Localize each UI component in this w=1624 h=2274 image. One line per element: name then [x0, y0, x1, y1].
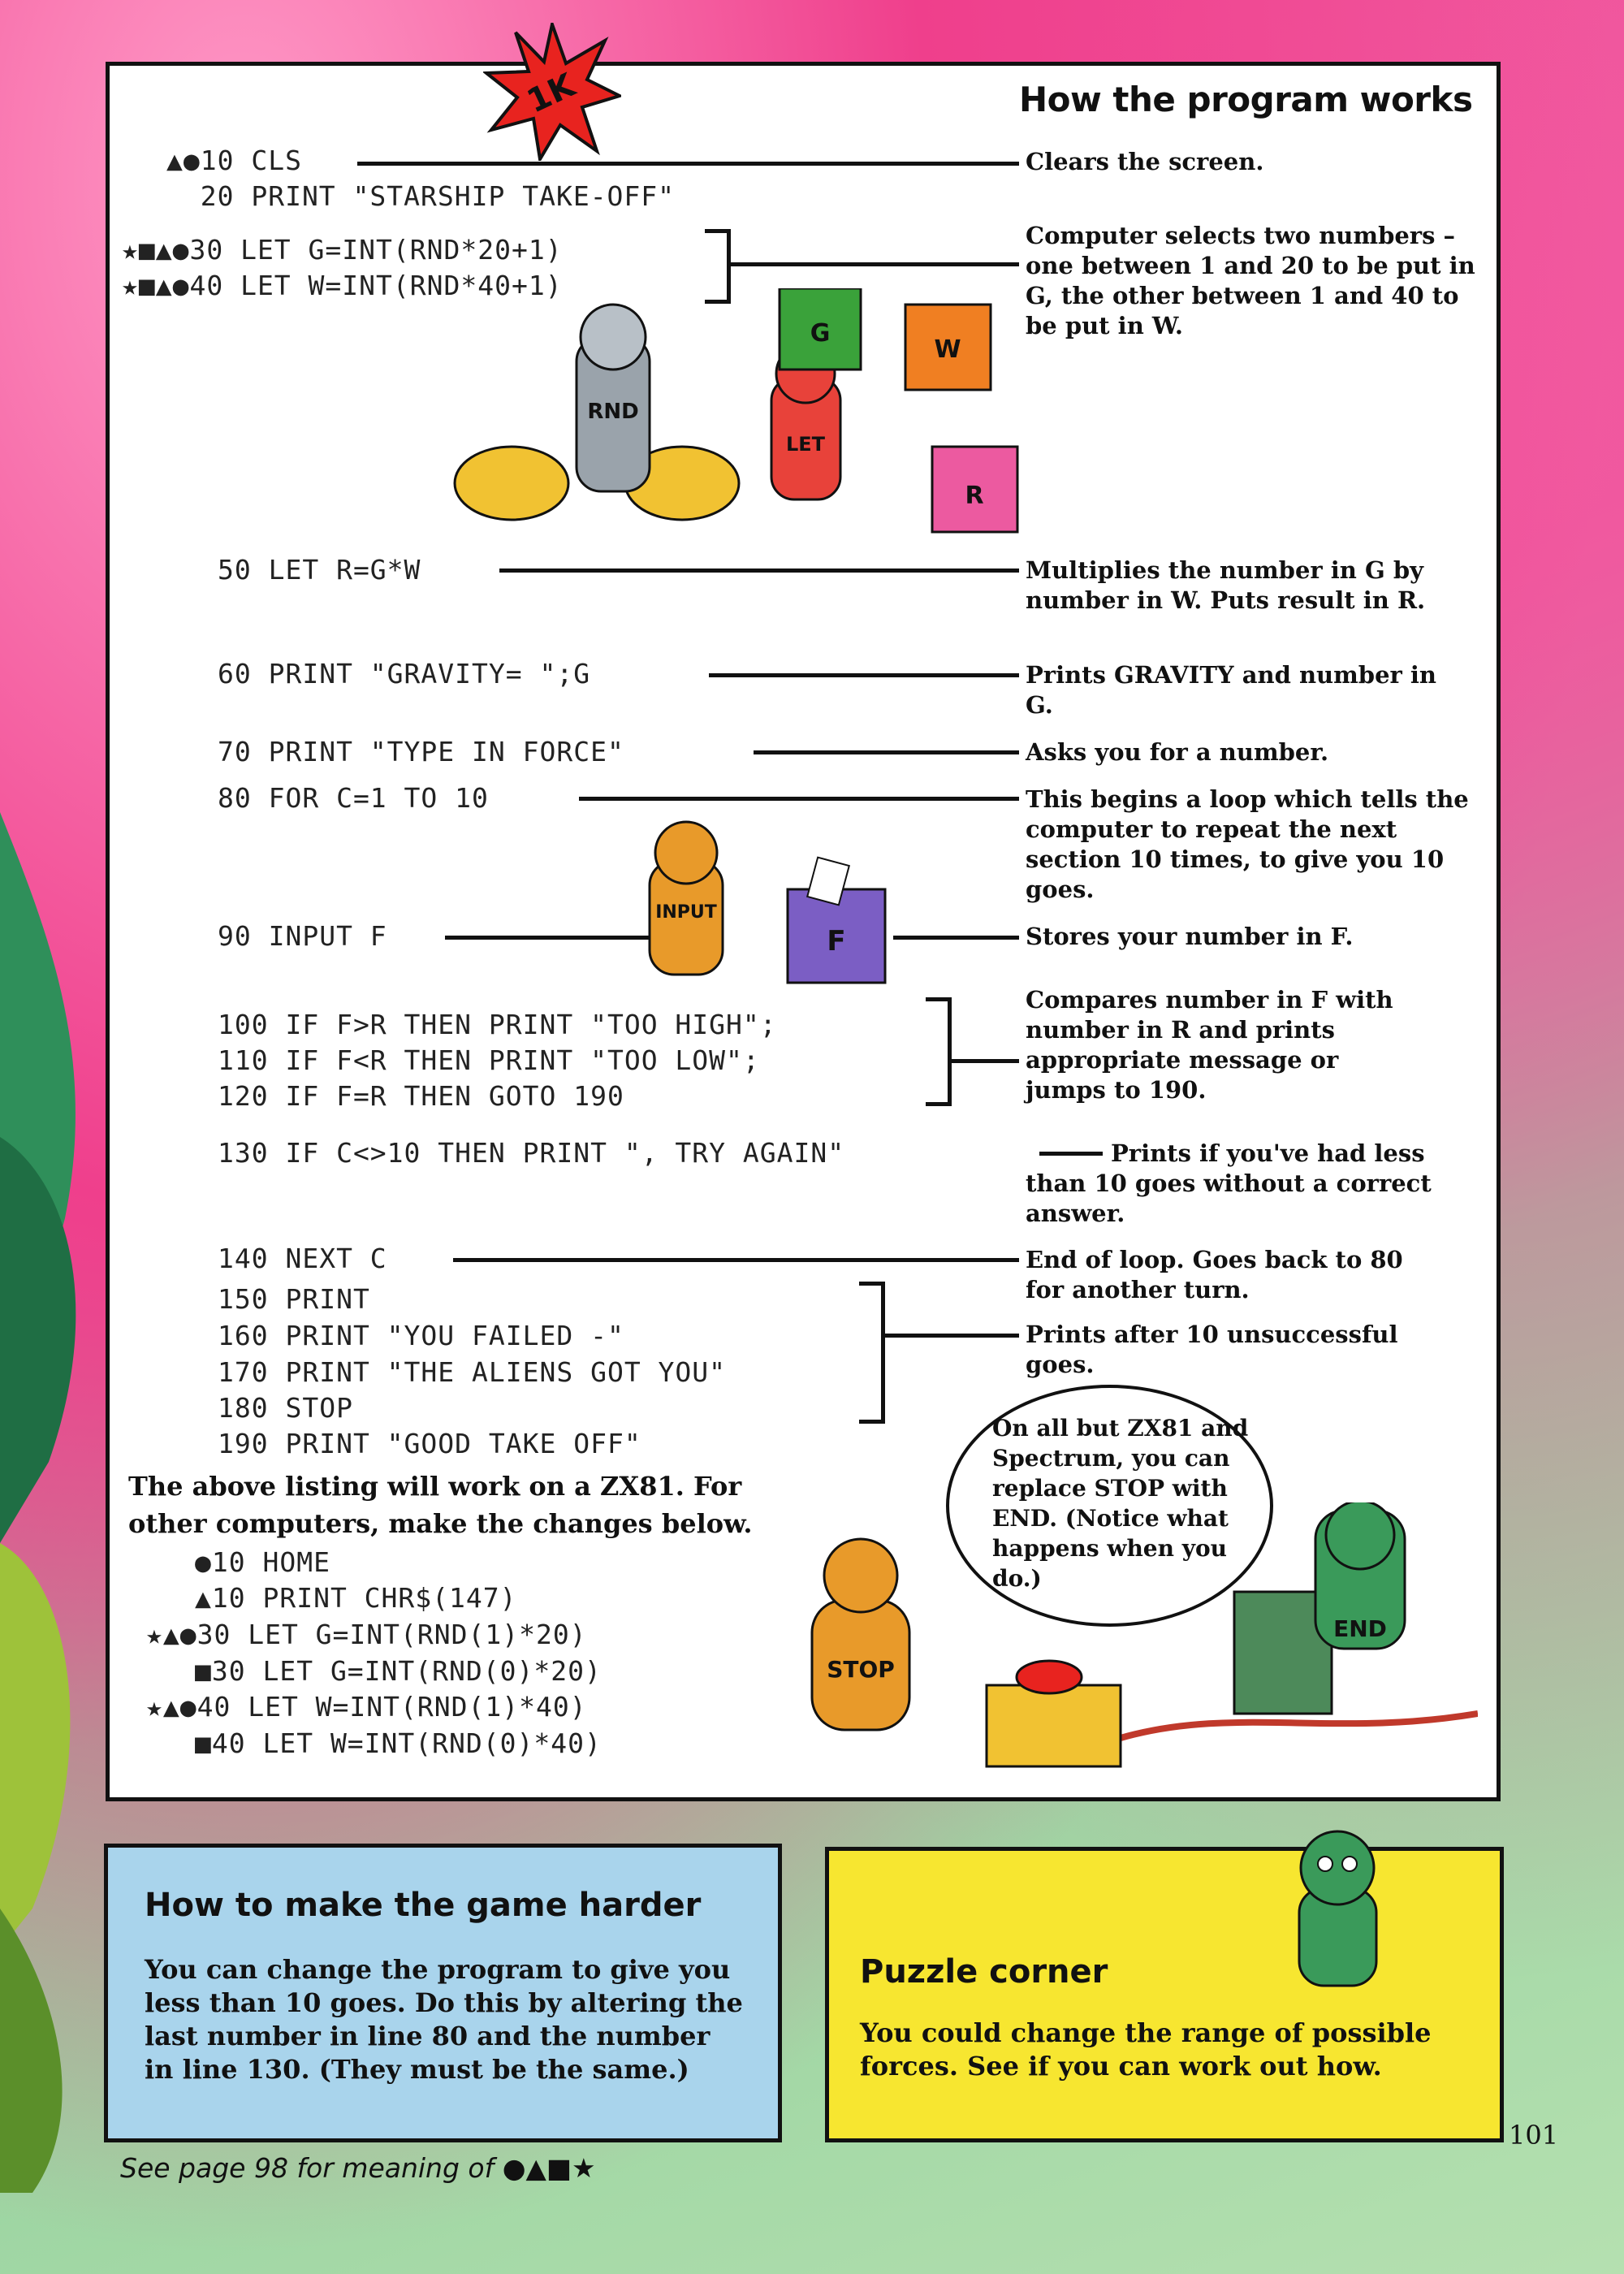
code-line-80: 80 FOR C=1 TO 10	[218, 782, 489, 814]
1k-badge	[483, 23, 621, 161]
puzzle-robot-illustration	[1242, 1811, 1429, 2010]
note-asks: Asks you for a number.	[1026, 738, 1329, 766]
code-line-60: 60 PRINT "GRAVITY= ";G	[218, 658, 591, 690]
harder-body: You can change the program to give you less than 10 goes. Do this by altering the last number in line 80 and the number in line 130. (They must be the same.)	[145, 1954, 743, 2085]
stop-end-robots-illustration	[780, 1502, 1478, 1787]
note-prints-after: Prints after 10 unsuccessful goes.	[1026, 1321, 1398, 1378]
code-line-70: 70 PRINT "TYPE IN FORCE"	[218, 736, 624, 767]
harder-box	[104, 1844, 782, 2142]
note-stores: Stores your number in F.	[1026, 923, 1354, 950]
note-end-loop: End of loop. Goes back to 80 for another turn.	[1026, 1246, 1403, 1303]
note-multiplies: Multiplies the number in G by number in W. Puts result in R.	[1026, 556, 1426, 614]
badge-text: 1K	[521, 67, 581, 121]
note-prints-if: Prints if you've had less than 10 goes without a correct answer.	[1026, 1139, 1432, 1227]
stop-label: STOP	[827, 1656, 895, 1683]
code-line-110: 110 IF F<R THEN PRINT "TOO LOW";	[218, 1044, 760, 1076]
w-label: W	[934, 335, 961, 364]
listing-note: The above listing will work on a ZX81. For other computers, make the changes below.	[128, 1471, 753, 1539]
puzzle-body: You could change the range of possible forces. See if you can work out how.	[860, 2017, 1432, 2082]
rnd-label: RND	[587, 400, 639, 424]
speech-bubble-text: On all but ZX81 and Spectrum, you can replace STOP with END. (Notice what happens when you do.)	[992, 1415, 1249, 1592]
robots-rnd-let-illustration	[447, 288, 1039, 540]
leader-line	[709, 673, 1019, 677]
leader-line	[729, 262, 1019, 266]
let-label: LET	[785, 433, 826, 456]
note-gravity: Prints GRAVITY and number in G.	[1026, 661, 1437, 719]
leader-line	[893, 936, 1019, 940]
code-line-10: ▲●10 CLS	[166, 145, 302, 176]
code-line-120: 120 IF F=R THEN GOTO 190	[218, 1080, 624, 1112]
code-line-50: 50 LET R=G*W	[218, 554, 421, 586]
change-line: ★▲●30 LET G=INT(RND(1)*20)	[146, 1619, 587, 1650]
change-line: ★▲●40 LET W=INT(RND(1)*40)	[146, 1691, 587, 1723]
bracket-150-180	[859, 1282, 885, 1424]
leader-line	[883, 1334, 1019, 1338]
code-line-90: 90 INPUT F	[218, 920, 387, 952]
code-line-100: 100 IF F>R THEN PRINT "TOO HIGH";	[218, 1009, 777, 1040]
code-line-190: 190 PRINT "GOOD TAKE OFF"	[218, 1428, 641, 1459]
code-line-130: 130 IF C<>10 THEN PRINT ", TRY AGAIN"	[218, 1137, 845, 1169]
end-label: END	[1333, 1615, 1387, 1642]
code-line-170: 170 PRINT "THE ALIENS GOT YOU"	[218, 1356, 727, 1388]
note-selects: Computer selects two numbers – one between 1 and 20 to be put in G, the other between 1 and 40 to be put in W.	[1026, 222, 1475, 339]
code-line-40: ★■▲●40 LET W=INT(RND*40+1)	[122, 270, 563, 301]
leader-line	[754, 750, 1019, 754]
change-line: ■30 LET G=INT(RND(0)*20)	[195, 1655, 602, 1687]
page-title: How the program works	[1019, 80, 1473, 119]
code-line-140: 140 NEXT C	[218, 1243, 387, 1274]
leader-line	[357, 162, 1019, 166]
change-line: ▲10 PRINT CHR$(147)	[195, 1582, 517, 1614]
input-label: INPUT	[655, 902, 717, 923]
code-line-150: 150 PRINT	[218, 1283, 370, 1315]
symbols-footnote: See page 98 for meaning of ●▲■★	[120, 2152, 596, 2184]
leader-line	[499, 568, 1019, 573]
code-line-180: 180 STOP	[218, 1392, 353, 1424]
page-number: 101	[1509, 2120, 1559, 2151]
change-line: ●10 HOME	[195, 1546, 330, 1578]
note-clears: Clears the screen.	[1026, 148, 1264, 175]
harder-title: How to make the game harder	[145, 1887, 702, 1924]
code-line-160: 160 PRINT "YOU FAILED -"	[218, 1320, 624, 1351]
change-line: ■40 LET W=INT(RND(0)*40)	[195, 1727, 602, 1759]
puzzle-title: Puzzle corner	[860, 1953, 1108, 1991]
code-line-20: 20 PRINT "STARSHIP TAKE-OFF"	[166, 180, 676, 212]
note-loop: This begins a loop which tells the computer to repeat the next section 10 times, to give you 10 goes.	[1026, 785, 1469, 903]
background-plant	[0, 812, 114, 2193]
leader-line	[445, 936, 664, 940]
note-compares: Compares number in F with number in R and prints appropriate message or jumps to 190.	[1026, 986, 1393, 1104]
input-robot-illustration	[633, 812, 901, 995]
leader-line	[579, 797, 1019, 801]
g-label: G	[810, 319, 831, 348]
code-line-30: ★■▲●30 LET G=INT(RND*20+1)	[122, 234, 563, 266]
leader-line	[453, 1258, 1019, 1262]
r-label: R	[965, 482, 984, 510]
f-label: F	[827, 925, 846, 958]
leader-line	[950, 1059, 1019, 1063]
bracket-100-120	[926, 997, 952, 1106]
